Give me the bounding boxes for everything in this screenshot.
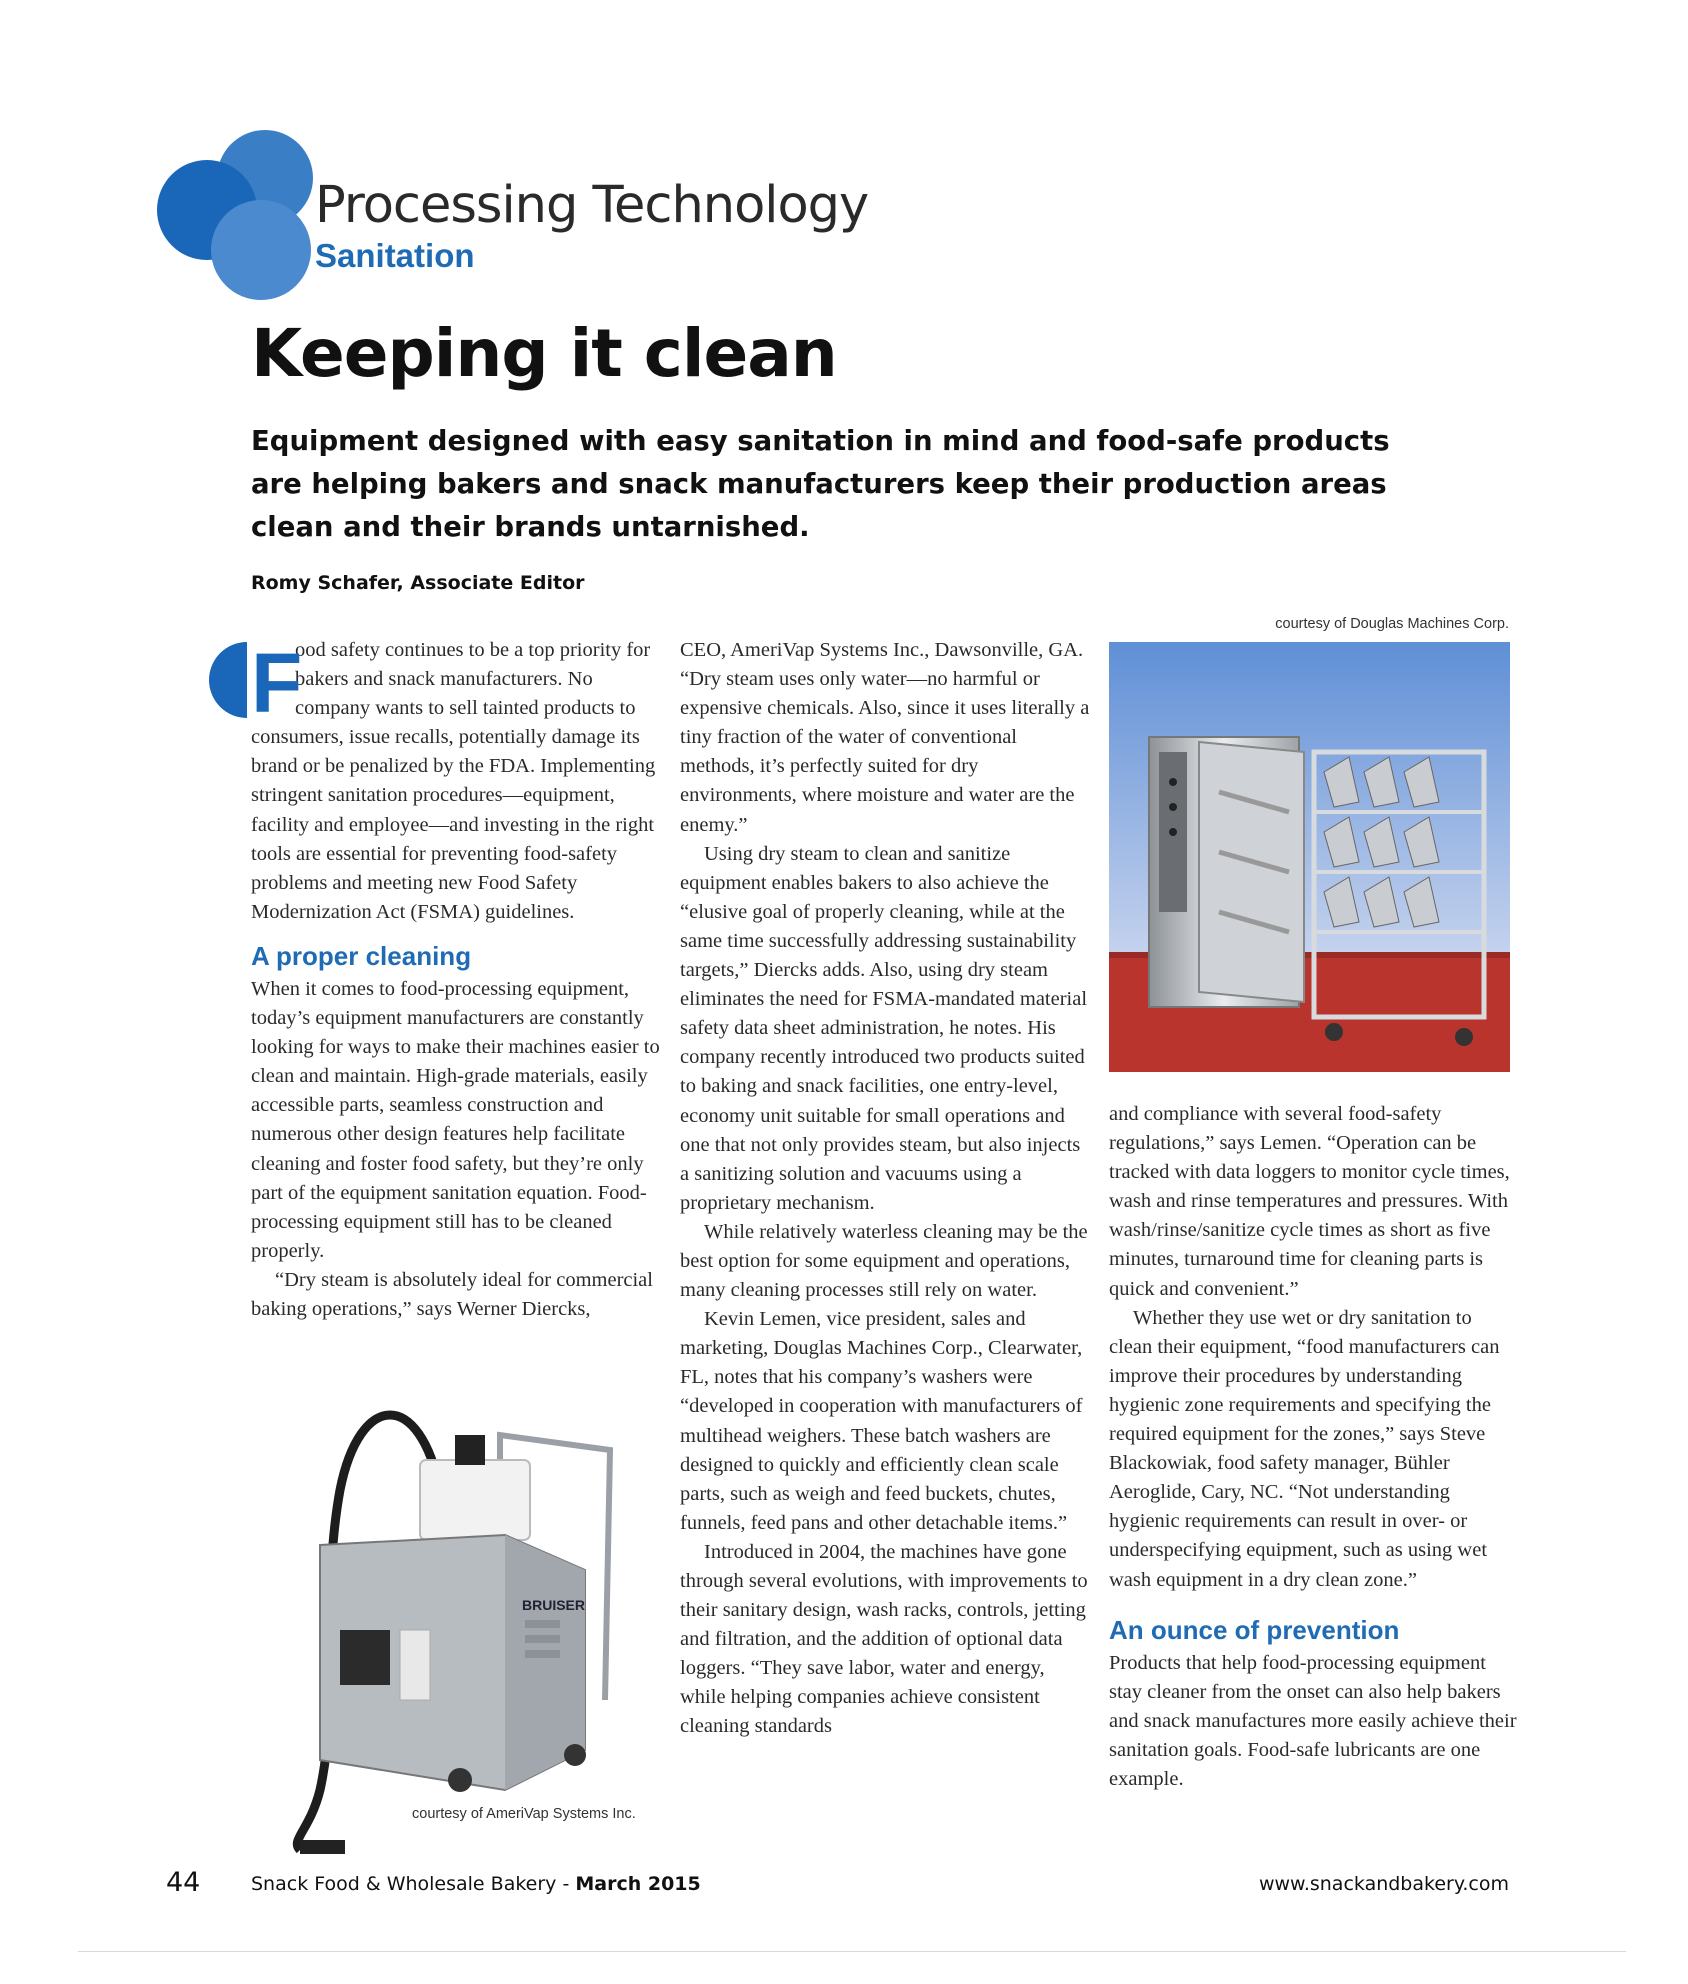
washer-photo [1109, 642, 1510, 1072]
col2-paragraph-5: Introduced in 2004, the machines have gone through several evolutions, with improvements to their sanitary design, wash racks, controls, jetting and filtration, and the addition of optional data loggers. “They save labor, water and energy, while helping companies achieve consistent cleaning standards [680, 1540, 1088, 1738]
col2-paragraph-3: While relatively waterless cleaning may be the best option for some equipment and operations, many cleaning processes still rely on water. [680, 1220, 1088, 1302]
column-2 [680, 636, 1090, 1742]
website-url[interactable]: www.snackandbakery.com [1258, 1873, 1509, 1895]
section-title: Processing Technology [315, 176, 869, 235]
col3-paragraph-3: Products that help food-processing equipment stay cleaner from the onset can also help bakers and snack manufactures more easily achieve their sanitation goals. Food-safe lubricants are one example. [1109, 1651, 1517, 1790]
publication-info [251, 1873, 701, 1895]
subhead-ounce-of-prevention: An ounce of prevention [1109, 1614, 1400, 1645]
col2-paragraph-2: Using dry steam to clean and sanitize equipment enables bakers to also achieve the “elusive goal of properly cleaning, while at the same time successfully addressing sustainability targets,” Diercks adds. Also, using dry steam eliminates the need for FSMA-mandated material safety data sheet administration, he notes. His company recently introduced two products suited to baking and snack facilities, one entry-level, economy unit suitable for small operations and one that not only provides steam, but also injects a sanitizing solution and vacuums using a proprietary mechanism. [680, 842, 1088, 1214]
dropcap [209, 636, 303, 730]
col3-paragraph-1: and compliance with several food-safety regulations,” says Lemen. “Operation can be tracked with data loggers to monitor cycle times, wash and rinse temperatures and pressures. With wash/rinse/sanitize cycle times as short as five minutes, turnaround time for cleaning parts is quick and convenient.” [1109, 1103, 1510, 1300]
dropcap-letter: F [251, 636, 303, 730]
bottom-rule [78, 1951, 1626, 1952]
issue-date: March 2015 [575, 1873, 701, 1895]
steam-photo-credit: courtesy of AmeriVap Systems Inc. [412, 1806, 636, 1822]
article-headline: Keeping it clean [251, 315, 837, 392]
col2-paragraph-1: CEO, AmeriVap Systems Inc., Dawsonville, GA. “Dry steam uses only water—no harmful or expensive chemicals. Also, since it uses literally a tiny fraction of the water of conventional methods, it’s perfectly suited for dry environments, where moisture and water are the enemy.” [680, 639, 1090, 836]
column-1 [251, 636, 661, 1324]
publication-separator: - [556, 1873, 576, 1895]
col1-paragraph-2: “Dry steam is absolutely ideal for commercial baking operations,” says Werner Diercks, [251, 1268, 653, 1320]
steam-brand-label: BRUISER [522, 1597, 586, 1613]
col3-paragraph-2: Whether they use wet or dry sanitation to clean their equipment, “food manufacturers can improve their procedures by understanding hygienic zone requirements and specifying the required equipment for the zones,” says Steve Blackowiak, food safety manager, Bühler Aeroglide, Cary, NC. “Not understanding hygienic requirements can result in over- or underspecifying equipment, such as using wet wash equipment in a dry clean zone.” [1109, 1306, 1500, 1591]
publication-name: Snack Food & Wholesale Bakery [251, 1873, 557, 1895]
steam-cleaner-photo [300, 1370, 630, 1858]
washer-photo-credit: courtesy of Douglas Machines Corp. [1275, 616, 1509, 632]
article-deck: Equipment designed with easy sanitation in mind and food-safe products are helping bakers and snack manufacturers keep their production areas clean and their brands untarnished. [251, 425, 1390, 543]
col1-paragraph-1: When it comes to food-processing equipment, today’s equipment manufacturers are constantly looking for ways to make their machines easier to clean and maintain. High-grade materials, easily accessible parts, seamless construction and numerous other design features help facilitate cleaning and foster food safety, but they’re only part of the equipment sanitation equation. Food-processing equipment still has to be cleaned properly. [251, 977, 660, 1262]
column-3 [1109, 1100, 1519, 1794]
subhead-proper-cleaning: A proper cleaning [251, 940, 472, 971]
byline: Romy Schafer, Associate Editor [251, 572, 585, 594]
section-logo [155, 128, 325, 303]
lead-text: ood safety continues to be a top priority for bakers and snack manufacturers. No company wants to sell tainted products to consumers, issue recalls, potentially damage its brand or be penalized by the FDA. Implementing stringent sanitation procedures—equipment, facility and employee—and investing in the right tools are essential for preventing food-safety problems and meeting new Food Safety Modernization Act (FSMA) guidelines. [251, 639, 656, 923]
section-subtitle: Sanitation [315, 237, 475, 274]
lead-paragraph [251, 636, 661, 927]
logo-circle-bottom [211, 200, 311, 300]
col2-paragraph-4: Kevin Lemen, vice president, sales and marketing, Douglas Machines Corp., Clearwater, FL, notes that his company’s washers were “developed in cooperation with manufacturers of multihead weighers. These batch washers are designed to quickly and efficiently clean scale parts, such as weigh and feed buckets, chutes, funnels, feed pans and other detachable items.” [680, 1308, 1083, 1534]
page-number: 44 [166, 1867, 201, 1898]
